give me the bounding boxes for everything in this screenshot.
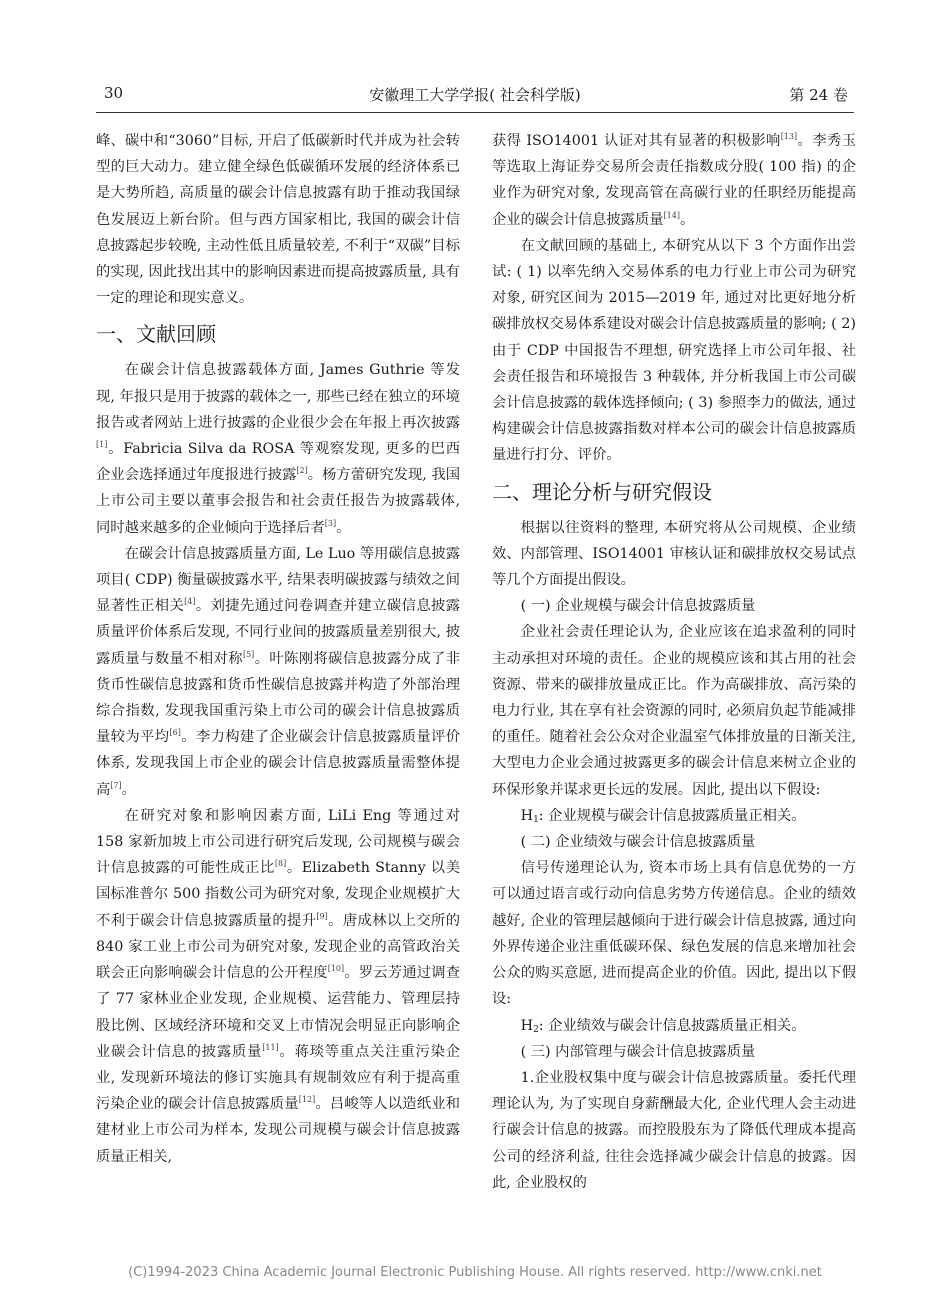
paragraph: 获得 ISO14001 认证对其有显著的积极影响[13]。李秀玉等选取上海证券交易所会责任指数成分股( 100 指) 的企业作为研究对象, 发现高管在高碳行业的任职经历能提高企业的碳会计信息披露质量[14]。 [492, 132, 856, 228]
citation-ref[interactable]: [14] [663, 210, 680, 220]
citation-ref[interactable]: [5] [242, 649, 255, 659]
citation-ref[interactable]: [2] [296, 466, 308, 476]
subsection-heading: ( 三) 内部管理与碳会计信息披露质量 [520, 1043, 756, 1060]
subsection-heading: ( 一) 企业规模与碳会计信息披露质量 [520, 598, 756, 615]
paragraph: 在研究对象和影响因素方面, LiLi Eng 等通过对 158 家新加坡上市公司进行研究后发现, 公司规模与碳会计信息披露的可能性成正比[8]。Elizabeth Stanny 以美国标准普尔 500 指数公司为研究对象, 发现企业规模扩大不利于碳会计信息披露质量的提升[9]。唐成林以上交所的 840 家工业上市公司为研究对象, 发现企业的高管政治关联会正向影响碳会计信息的公开程度[10]。罗云芳通过调查了 77 家林业企业发现, 企业规模、运营能力、管理层持股比例、区域经济环境和交叉上市情况会明显正向影响企业碳会计信息的披露质量[11]。蒋琰等重点关注重污染企业, 发现新环境法的修订实施具有规制效应有利于提高重污染企业的碳会计信息披露质量[12]。吕峻等人以造纸业和建材业上市公司为样本, 发现公司规模与碳会计信息披露质量正相关, [96, 807, 461, 1165]
running-header [96, 78, 854, 113]
citation-ref[interactable]: [9] [316, 911, 328, 921]
citation-ref[interactable]: [13] [780, 132, 798, 141]
paragraph: 信号传递理论认为, 资本市场上具有信息优势的一方可以通过语言或行动向信息劣势方传递信息。企业的绩效越好, 企业的管理层越倾向于进行碳会计信息披露, 通过向外界传递企业注重低碳环保、绿色发展的信息来增加社会公众的购买意愿, 进而提高企业的价值。因此, 提出以下假设: [492, 860, 856, 1008]
hypothesis: $H_2$: 企业绩效与碳会计信息披露质量正相关。 [520, 1017, 806, 1035]
citation-ref[interactable]: [4] [184, 597, 196, 607]
section-heading: 一、文献回顾 [96, 322, 216, 347]
page-number: 30 [104, 84, 124, 102]
hypothesis: $H_1$: 企业规模与碳会计信息披露质量正相关。 [520, 807, 806, 825]
paragraph: 在碳会计信息披露载体方面, James Guthrie 等发现, 年报只是用于披露的载体之一, 那些已经在独立的环境报告或者网站上进行披露的企业很少会在年报上再次披露[1]。Fabricia Silva da ROSA 等观察发现, 更多的巴西企业会选择通过年度报进行披露[2]。杨方蕾研究发现, 我国上市公司主要以董事会报告和社会责任报告为披露载体, 同时越来越多的企业倾向于选择后者[3]。 [96, 362, 460, 536]
paragraph: 峰、碳中和“3060”目标, 开启了低碳新时代并成为社会转型的巨大动力。建立健全绿色低碳循环发展的经济体系已是大势所趋, 高质量的碳会计信息披露有助于推动我国绿色发展迈上新台阶。但与西方国家相比, 我国的碳会计信息披露起步较晚, 主动性低且质量较差, 不利于“双碳”目标的实现, 因此找出其中的影响因素进而提高披露质量, 具有一定的理论和现实意义。 [96, 133, 460, 307]
paragraph: 根据以往资料的整理, 本研究将从公司规模、企业绩效、内部管理、ISO14001 审核认证和碳排放权交易试点等几个方面提出假设。 [492, 519, 856, 589]
paragraph: 1.企业股权集中度与碳会计信息披露质量。委托代理理论认为, 为了实现自身薪酬最大化, 企业代理人会主动进行碳会计信息的披露。而控股股东为了降低代理成本提高公司的经济利益, 往往会选择减少碳会计信息的披露。因此, 企业股权的 [492, 1069, 856, 1191]
left-column [96, 128, 460, 1170]
citation-ref[interactable]: [6] [169, 728, 181, 738]
paragraph: 在文献回顾的基础上, 本研究从以下 3 个方面作出尝试: ( 1) 以率先纳入交易体系的电力行业上市公司为研究对象, 研究区间为 2015—2019 年, 通过对比更好地分析碳排放权交易体系建设对碳会计信息披露质量的影响; ( 2) 由于 CDP 中国报告不理想, 研究选择上市公司年报、社会责任报告和环境报告 3 种载体, 并分析我国上市公司碳会计信息披露的载体选择倾向; ( 3) 参照李力的做法, 通过构建碳会计信息披露指数对样本公司的碳会计信息披露质量进行打分、评价。 [492, 237, 856, 464]
citation-ref[interactable]: [3] [324, 518, 337, 528]
journal-title: 安徽理工大学学报( 社会科学版) [369, 86, 581, 104]
citation-ref[interactable]: [8] [274, 859, 287, 869]
citation-ref[interactable]: [10] [327, 964, 345, 974]
section-heading: 二、理论分析与研究假设 [492, 479, 712, 504]
citation-ref[interactable]: [11] [262, 1042, 279, 1052]
citation-ref[interactable]: [1] [96, 440, 108, 450]
volume-label: 第 24 卷 [789, 86, 848, 104]
citation-ref[interactable]: [7] [110, 780, 122, 790]
right-column [492, 128, 856, 1196]
paragraph: 在碳会计信息披露质量方面, Le Luo 等用碳信息披露项目( CDP) 衡量碳披露水平, 结果表明碳披露与绩效之间显著性正相关[4]。刘捷先通过问卷调查并建立碳信息披露质量评价体系后发现, 不同行业间的披露质量差别很大, 披露质量与数量不相对称[5]。叶陈刚将碳信息披露分成了非货币性碳信息披露和货币性碳信息披露并构造了外部治理综合指数, 发现我国重污染上市公司的碳会计信息披露质量较为平均[6]。李力构建了企业碳会计信息披露质量评价体系, 发现我国上市企业的碳会计信息披露质量需整体提高[7]。 [96, 545, 461, 798]
copyright-footer: (C)1994-2023 China Academic Journal Electronic Publishing House. All rights reserved. http://www.cnki.net [128, 1265, 822, 1280]
paragraph: 企业社会责任理论认为, 企业应该在追求盈利的同时主动承担对环境的责任。企业的规模应该和其占用的社会资源、带来的碳排放量成正比。作为高碳排放、高污染的电力行业, 其在享有社会资源的同时, 必须肩负起节能减排的重任。随着社会公众对企业温室气体排放量的日渐关注, 大型电力企业会通过披露更多的碳会计信息来树立企业的环保形象并谋求更长远的发展。因此, 提出以下假设: [492, 624, 856, 798]
citation-ref[interactable]: [12] [298, 1095, 316, 1105]
subsection-heading: ( 二) 企业绩效与碳会计信息披露质量 [520, 834, 756, 851]
